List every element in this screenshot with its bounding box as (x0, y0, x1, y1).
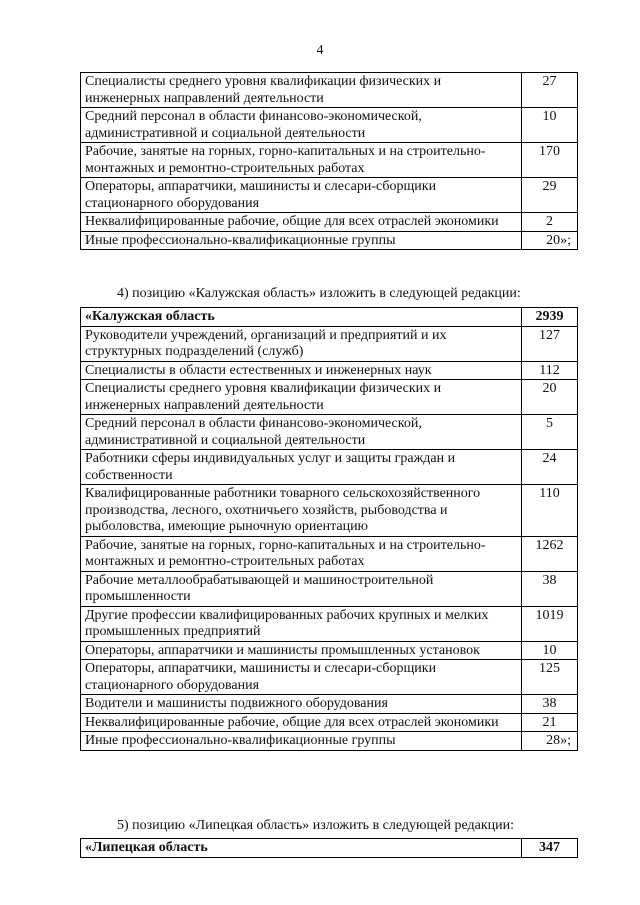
occupation-group-label: Неквалифицированные рабочие, общие для всех отраслей экономики (81, 713, 522, 732)
occupation-group-label: Рабочие, занятые на горных, горно-капитальных и на строительно-монтажных и ремонтно-строительных работах (81, 536, 522, 571)
table-row (81, 660, 578, 695)
occupation-group-count: 38 (522, 695, 578, 714)
table-lipetsk-region (80, 838, 578, 858)
occupation-group-label: Операторы, аппаратчики и машинисты промышленных установок (81, 641, 522, 660)
table-row (81, 732, 578, 751)
occupation-group-label: Работники сферы индивидуальных услуг и защиты граждан и собственности (81, 450, 522, 485)
occupation-group-count: 24 (522, 450, 578, 485)
table-row (81, 108, 578, 143)
occupation-group-count: 21 (522, 713, 578, 732)
table-row (81, 231, 578, 250)
table-header-row (81, 839, 578, 858)
occupation-group-count: 127 (522, 326, 578, 361)
occupation-group-label: Рабочие металлообрабатывающей и машиностроительной промышленности (81, 571, 522, 606)
occupation-group-label: Операторы, аппаратчики, машинисты и слесари-сборщики стационарного оборудования (81, 178, 522, 213)
table-row (81, 326, 578, 361)
table-row (81, 713, 578, 732)
table-row (81, 143, 578, 178)
table-row (81, 450, 578, 485)
occupation-group-count: 10 (522, 108, 578, 143)
occupation-group-count: 112 (522, 361, 578, 380)
table-header-row (81, 308, 578, 327)
table-row (81, 380, 578, 415)
table-row (81, 485, 578, 537)
occupation-group-count: 20 (522, 380, 578, 415)
occupation-group-count: 2 (522, 213, 578, 232)
occupation-group-label: Водители и машинисты подвижного оборудования (81, 695, 522, 714)
table-row (81, 415, 578, 450)
table-row (81, 571, 578, 606)
table-row (81, 536, 578, 571)
table-row (81, 695, 578, 714)
occupation-group-count: 5 (522, 415, 578, 450)
table-row (81, 178, 578, 213)
table-row (81, 606, 578, 641)
occupation-group-label: Руководители учреждений, организаций и предприятий и их структурных подразделений (служб) (81, 326, 522, 361)
occupation-group-label: Квалифицированные работники товарного сельскохозяйственного производства, лесного, охотничьего хозяйств, рыбоводства и рыболовства, имеющие рыночную ориентацию (81, 485, 522, 537)
occupation-group-label: Иные профессионально-квалификационные группы (81, 732, 522, 751)
page-number: 4 (316, 43, 324, 58)
paragraph-lipetsk-amendment: 5) позицию «Липецкая область» изложить в следующей редакции: (117, 818, 515, 833)
table-kaluga-region (80, 307, 578, 751)
occupation-group-count: 10 (522, 641, 578, 660)
occupation-group-count: 29 (522, 178, 578, 213)
table-row (81, 73, 578, 108)
occupation-group-count: 125 (522, 660, 578, 695)
occupation-group-count: 28»; (522, 732, 578, 751)
region-total: 2939 (522, 308, 578, 327)
occupation-group-count: 1019 (522, 606, 578, 641)
occupation-group-label: Иные профессионально-квалификационные группы (81, 231, 522, 250)
paragraph-kaluga-amendment: 4) позицию «Калужская область» изложить в следующей редакции: (117, 286, 521, 301)
region-name: «Калужская область (81, 308, 522, 327)
table-continued (80, 72, 578, 250)
occupation-group-label: Другие профессии квалифицированных рабочих крупных и мелких промышленных предприятий (81, 606, 522, 641)
occupation-group-label: Рабочие, занятые на горных, горно-капитальных и на строительно-монтажных и ремонтно-строительных работах (81, 143, 522, 178)
occupation-group-label: Средний персонал в области финансово-экономической, административной и социальной деятельности (81, 415, 522, 450)
region-total: 347 (522, 839, 578, 858)
table-row (81, 361, 578, 380)
occupation-group-count: 38 (522, 571, 578, 606)
table-row (81, 641, 578, 660)
occupation-group-count: 170 (522, 143, 578, 178)
occupation-group-count: 20»; (522, 231, 578, 250)
occupation-group-count: 1262 (522, 536, 578, 571)
occupation-group-label: Неквалифицированные рабочие, общие для всех отраслей экономики (81, 213, 522, 232)
table-row (81, 213, 578, 232)
occupation-group-label: Средний персонал в области финансово-экономической, административной и социальной деятельности (81, 108, 522, 143)
occupation-group-label: Специалисты среднего уровня квалификации физических и инженерных направлений деятельности (81, 73, 522, 108)
occupation-group-label: Специалисты среднего уровня квалификации физических и инженерных направлений деятельности (81, 380, 522, 415)
occupation-group-count: 110 (522, 485, 578, 537)
occupation-group-count: 27 (522, 73, 578, 108)
occupation-group-label: Специалисты в области естественных и инженерных наук (81, 361, 522, 380)
region-name: «Липецкая область (81, 839, 522, 858)
occupation-group-label: Операторы, аппаратчики, машинисты и слесари-сборщики стационарного оборудования (81, 660, 522, 695)
